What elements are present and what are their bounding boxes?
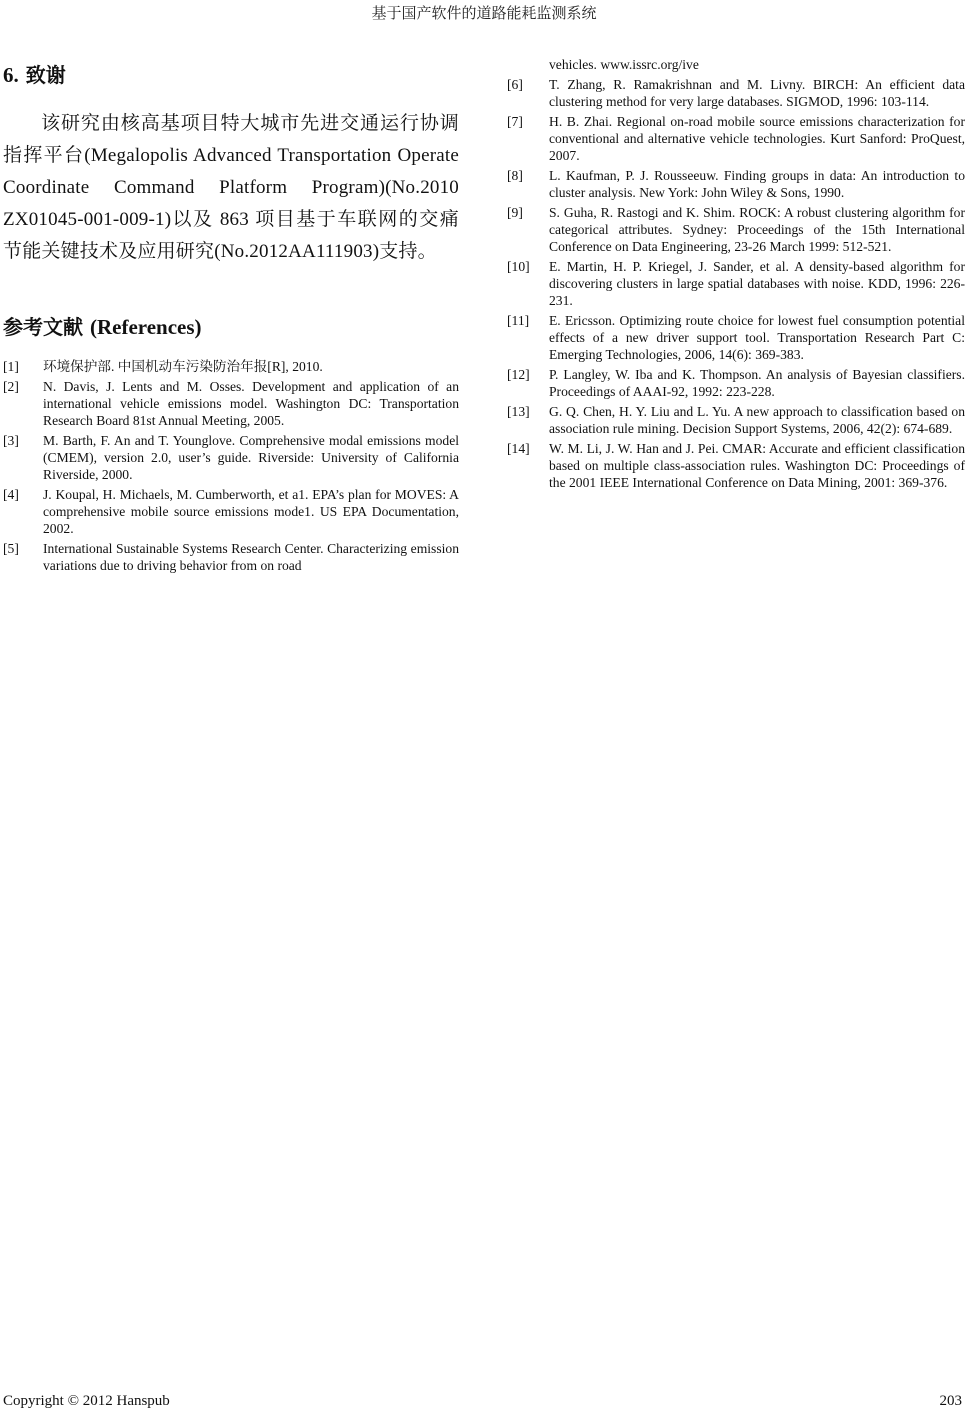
reference-number: [1] xyxy=(3,359,19,374)
reference-list-left xyxy=(3,358,459,574)
reference-number: [3] xyxy=(3,433,19,448)
reference-text: 环境保护部. 中国机动车污染防治年报[R], 2010. xyxy=(43,359,323,374)
reference-list-right xyxy=(507,76,965,491)
reference-number: [12] xyxy=(507,367,530,382)
ack-paragraph: 该研究由核高基项目特大城市先进交通运行协调指挥平台(Megalopolis Advanced Transportation Operate Coordinate Command Platform Program)(No.2010 ZX01045-001-009-1)以及 863 项目基于车联网的交痛节能关键技术及应用研究(No.2012AA111903)支持。 xyxy=(3,113,459,262)
reference-item xyxy=(3,486,459,537)
references-title-cn: 参考文献 xyxy=(3,315,83,339)
reference-text: J. Koupal, H. Michaels, M. Cumberworth, et a1. EPA’s plan for MOVES: A comprehensive mobile source emissions mode1. US EPA Documentation, 2002. xyxy=(43,487,459,536)
reference-item xyxy=(507,312,965,363)
reference-item xyxy=(3,432,459,483)
reference-text: N. Davis, J. Lents and M. Osses. Development and application of an international vehicle emissions model. Washington DC: Transportation Research Board 81st Annual Meeting, 2005. xyxy=(43,379,459,428)
reference-text: E. Ericsson. Optimizing route choice for lowest fuel consumption potential effects of a new driver support tool. Transportation Research Part C: Emerging Technologies, 2006, 14(6): 369-383. xyxy=(549,313,965,362)
ack-title-text: 致谢 xyxy=(25,63,66,87)
reference-continuation: vehicles. www.issrc.org/ive xyxy=(549,57,699,72)
reference-item xyxy=(507,167,965,201)
footer-page-number: 203 xyxy=(939,1393,962,1409)
running-header: 基于国产软件的道路能耗监测系统 xyxy=(371,6,597,22)
reference-item xyxy=(507,204,965,255)
ack-title-number: 6. xyxy=(3,63,19,87)
ack-title xyxy=(3,60,459,90)
left-column xyxy=(3,60,459,577)
reference-number: [9] xyxy=(507,205,523,220)
references-title xyxy=(3,312,459,342)
reference-text: M. Barth, F. An and T. Younglove. Comprehensive modal emissions model (CMEM), version 2.0, user’s guide. Riverside: University of California Riverside, 2000. xyxy=(43,433,459,482)
reference-item xyxy=(3,540,459,574)
reference-item xyxy=(507,113,965,164)
reference-text: T. Zhang, R. Ramakrishnan and M. Livny. BIRCH: An efficient data clustering method for very large databases. SIGMOD, 1996: 103-114. xyxy=(549,77,965,109)
reference-item xyxy=(507,440,965,491)
reference-item xyxy=(3,378,459,429)
reference-text: W. M. Li, J. W. Han and J. Pei. CMAR: Accurate and efficient classification based on multiple class-association rules. Washington DC: Proceedings of the 2001 IEEE International Conference on Data Mining, 2001: 369-376. xyxy=(549,441,965,490)
right-column xyxy=(507,56,965,494)
reference-text: E. Martin, H. P. Kriegel, J. Sander, et al. A density-based algorithm for discovering clusters in large spatial databases with noise. KDD, 1996: 226-231. xyxy=(549,259,965,308)
reference-text: H. B. Zhai. Regional on-road mobile source emissions characterization for conventional and alternative vehicle technologies. Kurt Sanford: ProQuest, 2007. xyxy=(549,114,965,163)
reference-item xyxy=(507,366,965,400)
reference-number: [6] xyxy=(507,77,523,92)
reference-item xyxy=(507,76,965,110)
reference-number: [7] xyxy=(507,114,523,129)
reference-number: [2] xyxy=(3,379,19,394)
reference-text: International Sustainable Systems Research Center. Characterizing emission variations due to driving behavior from on road xyxy=(43,541,459,573)
reference-text: L. Kaufman, P. J. Rousseeuw. Finding groups in data: An introduction to cluster analysis. New York: John Wiley & Sons, 1990. xyxy=(549,168,965,200)
reference-item xyxy=(507,258,965,309)
reference-number: [11] xyxy=(507,313,530,328)
reference-number: [10] xyxy=(507,259,530,274)
footer-copyright: Copyright © 2012 Hanspub xyxy=(3,1393,170,1409)
reference-number: [8] xyxy=(507,168,523,183)
reference-text: P. Langley, W. Iba and K. Thompson. An analysis of Bayesian classifiers. Proceedings of AAAI-92, 1992: 223-228. xyxy=(549,367,965,399)
reference-item xyxy=(507,403,965,437)
reference-text: S. Guha, R. Rastogi and K. Shim. ROCK: A robust clustering algorithm for categorical attributes. Sydney: Proceedings of the 15th International Conference on Data Engineering, 23-26 March 1999: 512-521. xyxy=(549,205,965,254)
reference-number: [5] xyxy=(3,541,19,556)
reference-item xyxy=(3,358,459,375)
reference-number: [13] xyxy=(507,404,530,419)
references-title-en: (References) xyxy=(89,315,202,339)
reference-number: [4] xyxy=(3,487,19,502)
reference-text: G. Q. Chen, H. Y. Liu and L. Yu. A new approach to classification based on association rule mining. Decision Support Systems, 2006, 42(2): 674-689. xyxy=(549,404,965,436)
reference-number: [14] xyxy=(507,441,530,456)
